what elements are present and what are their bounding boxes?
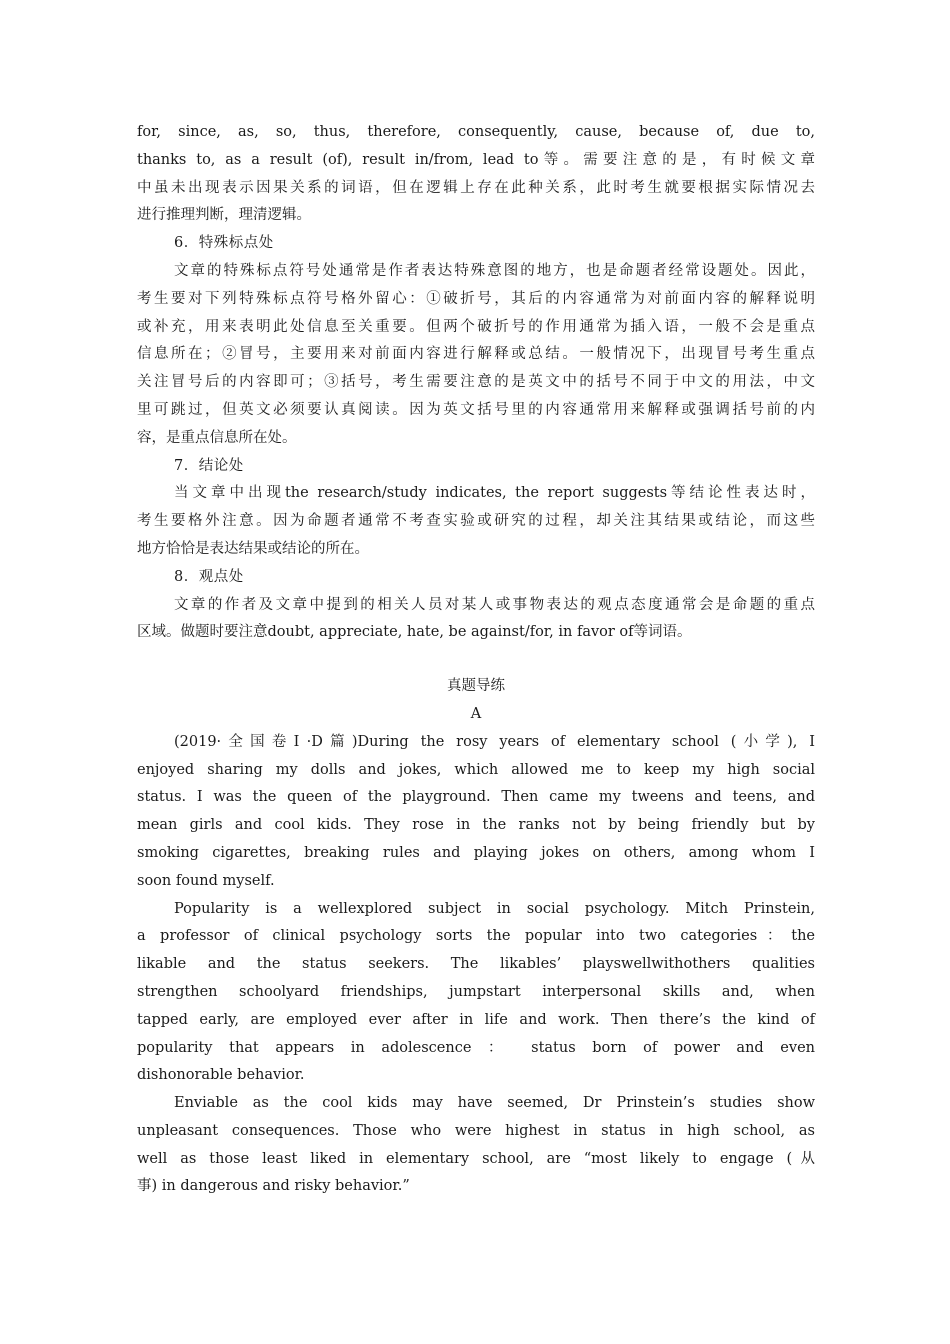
text-line: 中虽未出现表示因果关系的词语，但在逻辑上存在此种关系，此时考生就要根据实际情况去 xyxy=(137,179,815,196)
paragraph-causal-words xyxy=(137,119,815,230)
heading-conclusion: 7．结论处 xyxy=(174,457,244,474)
text-line: 信息所在；②冒号，主要用来对前面内容进行解释或总结。一般情况下，出现冒号考生重点 xyxy=(137,346,815,363)
document-page xyxy=(137,119,815,1201)
text-line: 事) in dangerous and risky behavior.” xyxy=(137,1178,410,1195)
text-line: popularity that appears in adolescence ： status born of power and even xyxy=(137,1039,815,1056)
text-line: 文章的特殊标点符号处通常是作者表达特殊意图的地方，也是命题者经常设题处。因此， xyxy=(174,262,815,279)
passage-paragraph-2 xyxy=(137,896,815,1091)
paragraph-conclusion xyxy=(137,480,815,563)
text-line: (2019·全国卷Ⅰ·D篇)During the rosy years of elementary school (小学), I xyxy=(174,733,815,750)
passage-paragraph-3 xyxy=(137,1090,815,1201)
heading-viewpoint: 8．观点处 xyxy=(174,568,244,585)
paragraph-special-punctuation xyxy=(137,258,815,453)
text-line: status. I was the queen of the playground. Then came my tweens and teens, and xyxy=(137,789,815,806)
text-line: 考生要格外注意。因为命题者通常不考查实验或研究的过程，却关注其结果或结论，而这些 xyxy=(137,513,815,530)
text-line: 或补充，用来表明此处信息至关重要。但两个破折号的作用通常为插入语，一般不会是重点 xyxy=(137,318,815,335)
text-line: 区域。做题时要注意doubt, appreciate, hate, be against/for, in favor of等词语。 xyxy=(137,624,692,641)
text-line: Enviable as the cool kids may have seemed, Dr Prinstein’s studies show xyxy=(174,1095,815,1112)
text-line: likable and the status seekers. The likables’ playswellwithothers qualities xyxy=(137,956,815,973)
passage-paragraph-1 xyxy=(137,729,815,896)
text-line: 关注冒号后的内容即可；③括号，考生需要注意的是英文中的括号不同于中文的用法，中文 xyxy=(137,374,815,391)
text-line: 进行推理判断，理清逻辑。 xyxy=(137,207,311,224)
text-line: Popularity is a wellexplored subject in social psychology. Mitch Prinstein, xyxy=(174,900,815,917)
text-line: 容，是重点信息所在处。 xyxy=(137,429,297,446)
text-line: dishonorable behavior. xyxy=(137,1067,305,1084)
text-line: 当文章中出现the research/study indicates, the report suggests等结论性表达时， xyxy=(174,485,815,502)
paragraph-viewpoint xyxy=(137,592,815,648)
text-line: for, since, as, so, thus, therefore, consequently, cause, because of, due to, xyxy=(137,124,815,140)
text-line: tapped early, are employed ever after in life and work. Then there’s the kind of xyxy=(137,1011,815,1028)
text-line: soon found myself. xyxy=(137,872,275,889)
text-line: mean girls and cool kids. They rose in the ranks not by being friendly but by xyxy=(137,817,815,834)
text-line: 文章的作者及文章中提到的相关人员对某人或事物表达的观点态度通常会是命题的重点 xyxy=(174,596,815,613)
text-line: strengthen schoolyard friendships, jumpstart interpersonal skills and, when xyxy=(137,983,815,1000)
text-line: enjoyed sharing my dolls and jokes, which allowed me to keep my high social xyxy=(137,761,815,778)
section-spacer xyxy=(137,647,815,673)
heading-special-punctuation: 6．特殊标点处 xyxy=(174,235,274,252)
text-line: a professor of clinical psychology sorts the popular into two categories：the xyxy=(137,928,815,945)
text-line: thanks to, as a result (of), result in/from, lead to等。需要注意的是，有时候文章 xyxy=(137,151,815,168)
text-line: smoking cigarettes, breaking rules and playing jokes on others, among whom I xyxy=(137,844,815,861)
text-line: 里可跳过，但英文必须要认真阅读。因为英文括号里的内容通常用来解释或强调括号前的内 xyxy=(137,401,815,418)
text-line: well as those least liked in elementary school, are “most likely to engage (从 xyxy=(137,1150,815,1167)
text-line: 地方恰恰是表达结果或结论的所在。 xyxy=(137,540,369,557)
passage-letter: A xyxy=(470,705,482,722)
text-line: 考生要对下列特殊标点符号格外留心：①破折号，其后的内容通常为对前面内容的解释说明 xyxy=(137,290,815,307)
text-line: unpleasant consequences. Those who were highest in status in high school, as xyxy=(137,1122,815,1139)
section-title: 真题导练 xyxy=(447,678,505,695)
